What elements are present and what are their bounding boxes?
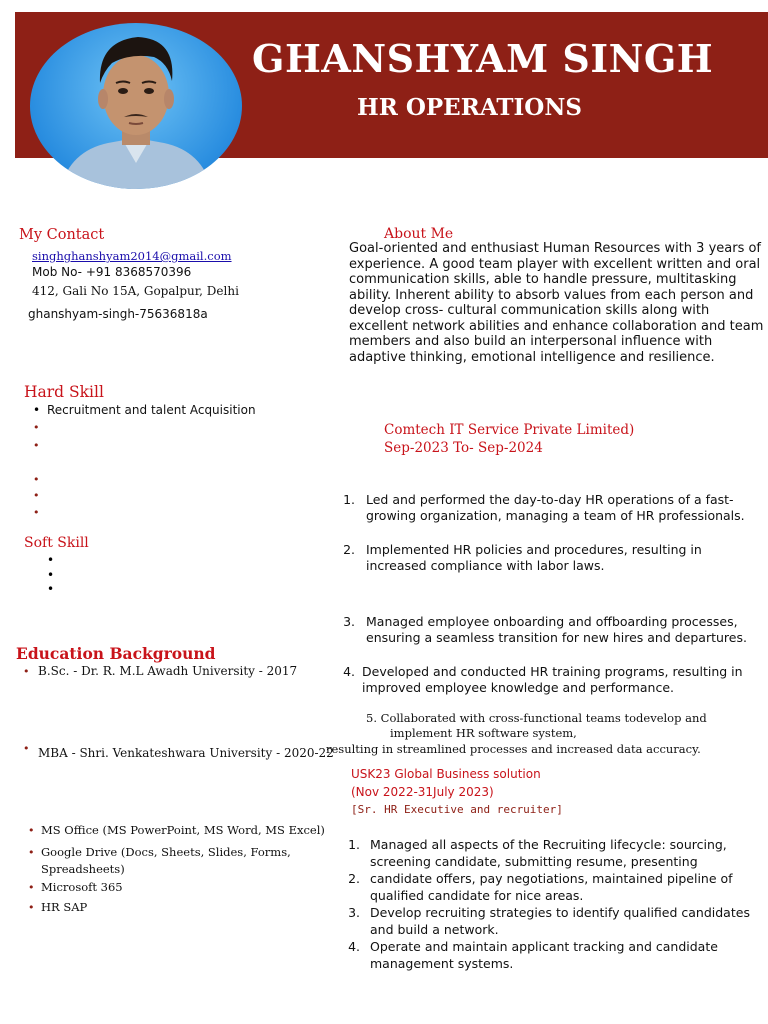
candidate-name: GHANSHYAM SINGH [252, 36, 714, 81]
list-number: 1. [343, 492, 355, 507]
list-text: Managed all aspects of the Recruiting lifecycle: sourcing, screening candidate, submitting resume, presenting [370, 837, 727, 869]
empty-bullet: • [47, 568, 55, 582]
list-number: 2. [343, 542, 355, 557]
hard-skill-bullet: • [33, 403, 41, 417]
education-item: B.Sc. - Dr. R. M.L Awadh University - 2017 [38, 664, 298, 678]
profile-photo-image [30, 23, 242, 189]
education-item: MBA - Shri. Venkateshwara University - 2020-22 [38, 746, 334, 760]
about-heading: About Me [384, 226, 454, 242]
list-item [340, 938, 760, 972]
list-text: Managed employee onboarding and offboarding processes, ensuring a seamless transition for new hires and departures. [366, 614, 747, 645]
tool-item: Microsoft 365 [41, 880, 123, 894]
list-item [340, 614, 768, 646]
list-number: 5. [366, 711, 377, 725]
list-number: 1. [348, 837, 360, 852]
email-link[interactable]: singhghanshyam2014@gmail.com [32, 249, 232, 263]
empty-bullet: • [33, 489, 40, 502]
mobile-number: Mob No- +91 8368570396 [32, 265, 192, 279]
list-text: Implemented HR policies and procedures, resulting in increased compliance with labor laws. [366, 542, 702, 573]
empty-bullet: • [47, 553, 55, 567]
list-number: 3. [343, 614, 355, 629]
company-name: Comtech IT Service Private Limited) [384, 422, 635, 438]
about-text: Goal-oriented and enthusiast Human Resources with 3 years of experience. A good team player with excellent written and oral communication skills, able to handle pressure, multitasking ability. Inherent ability to absorb values from each person and develop cross- cultural communication skills along with excellent network abilities and enhance collaboration and team members and also build an interpersonal influence with adaptive thinking, emotional intelligence and resilience. [349, 241, 764, 365]
hard-skill-item: Recruitment and talent Acquisition [47, 403, 256, 417]
list-item-5-line-1 [366, 711, 707, 725]
list-item-5-line-3: resulting in streamlined processes and increased data accuracy. [326, 742, 701, 756]
list-text: Develop recruiting strategies to identify qualified candidates and build a network. [370, 905, 750, 937]
empty-bullet: • [33, 439, 40, 452]
education-bullet: • [23, 665, 30, 678]
list-item [340, 542, 750, 574]
list-number: 2. [348, 871, 360, 886]
list-text: Developed and conducted HR training programs, resulting in improved employee knowledge and performance. [362, 664, 743, 695]
list-item [340, 870, 760, 904]
candidate-role: HR OPERATIONS [357, 94, 582, 121]
list-text: Led and performed the day-to-day HR operations of a fast-growing organization, managing a team of HR professionals. [366, 492, 745, 523]
profile-photo [30, 23, 242, 189]
list-item [340, 664, 760, 696]
list-item [340, 492, 768, 524]
contact-heading: My Contact [19, 227, 105, 243]
tool-bullet: • [28, 881, 35, 894]
job-title: [Sr. HR Executive and recruiter] [351, 803, 563, 816]
tool-bullet: • [28, 824, 35, 837]
employment-period: Sep-2023 To- Sep-2024 [384, 440, 543, 456]
address: 412, Gali No 15A, Gopalpur, Delhi [32, 284, 239, 298]
list-item-5-line-2: implement HR software system, [390, 726, 577, 740]
tool-item: HR SAP [41, 900, 88, 914]
list-number: 4. [343, 664, 355, 679]
employment-period: (Nov 2022-31July 2023) [351, 785, 494, 799]
hard-skill-heading: Hard Skill [24, 383, 104, 401]
empty-bullet: • [47, 582, 55, 596]
tool-item: Google Drive (Docs, Sheets, Slides, Forms, [41, 845, 291, 859]
education-heading: Education Background [16, 644, 216, 663]
list-text: Operate and maintain applicant tracking and candidate management systems. [370, 939, 718, 971]
list-text: Collaborated with cross-functional teams todevelop and [380, 711, 707, 725]
education-bullet: • [23, 742, 30, 755]
empty-bullet: • [33, 506, 40, 519]
list-text: candidate offers, pay negotiations, maintained pipeline of qualified candidate for nice areas. [370, 871, 733, 903]
empty-bullet: • [33, 421, 40, 434]
list-item [340, 836, 760, 870]
empty-bullet: • [33, 473, 40, 486]
tool-bullet: • [28, 846, 35, 859]
tool-bullet: • [28, 901, 35, 914]
list-item [340, 904, 760, 938]
list-number: 4. [348, 939, 360, 954]
soft-skill-heading: Soft Skill [24, 535, 89, 551]
tool-item: Spreadsheets) [41, 862, 125, 876]
linkedin-id: ghanshyam-singh-75636818a [28, 307, 208, 321]
company-name: USK23 Global Business solution [351, 767, 541, 781]
list-number: 3. [348, 905, 360, 920]
tool-item: MS Office (MS PowerPoint, MS Word, MS Excel) [41, 823, 325, 837]
